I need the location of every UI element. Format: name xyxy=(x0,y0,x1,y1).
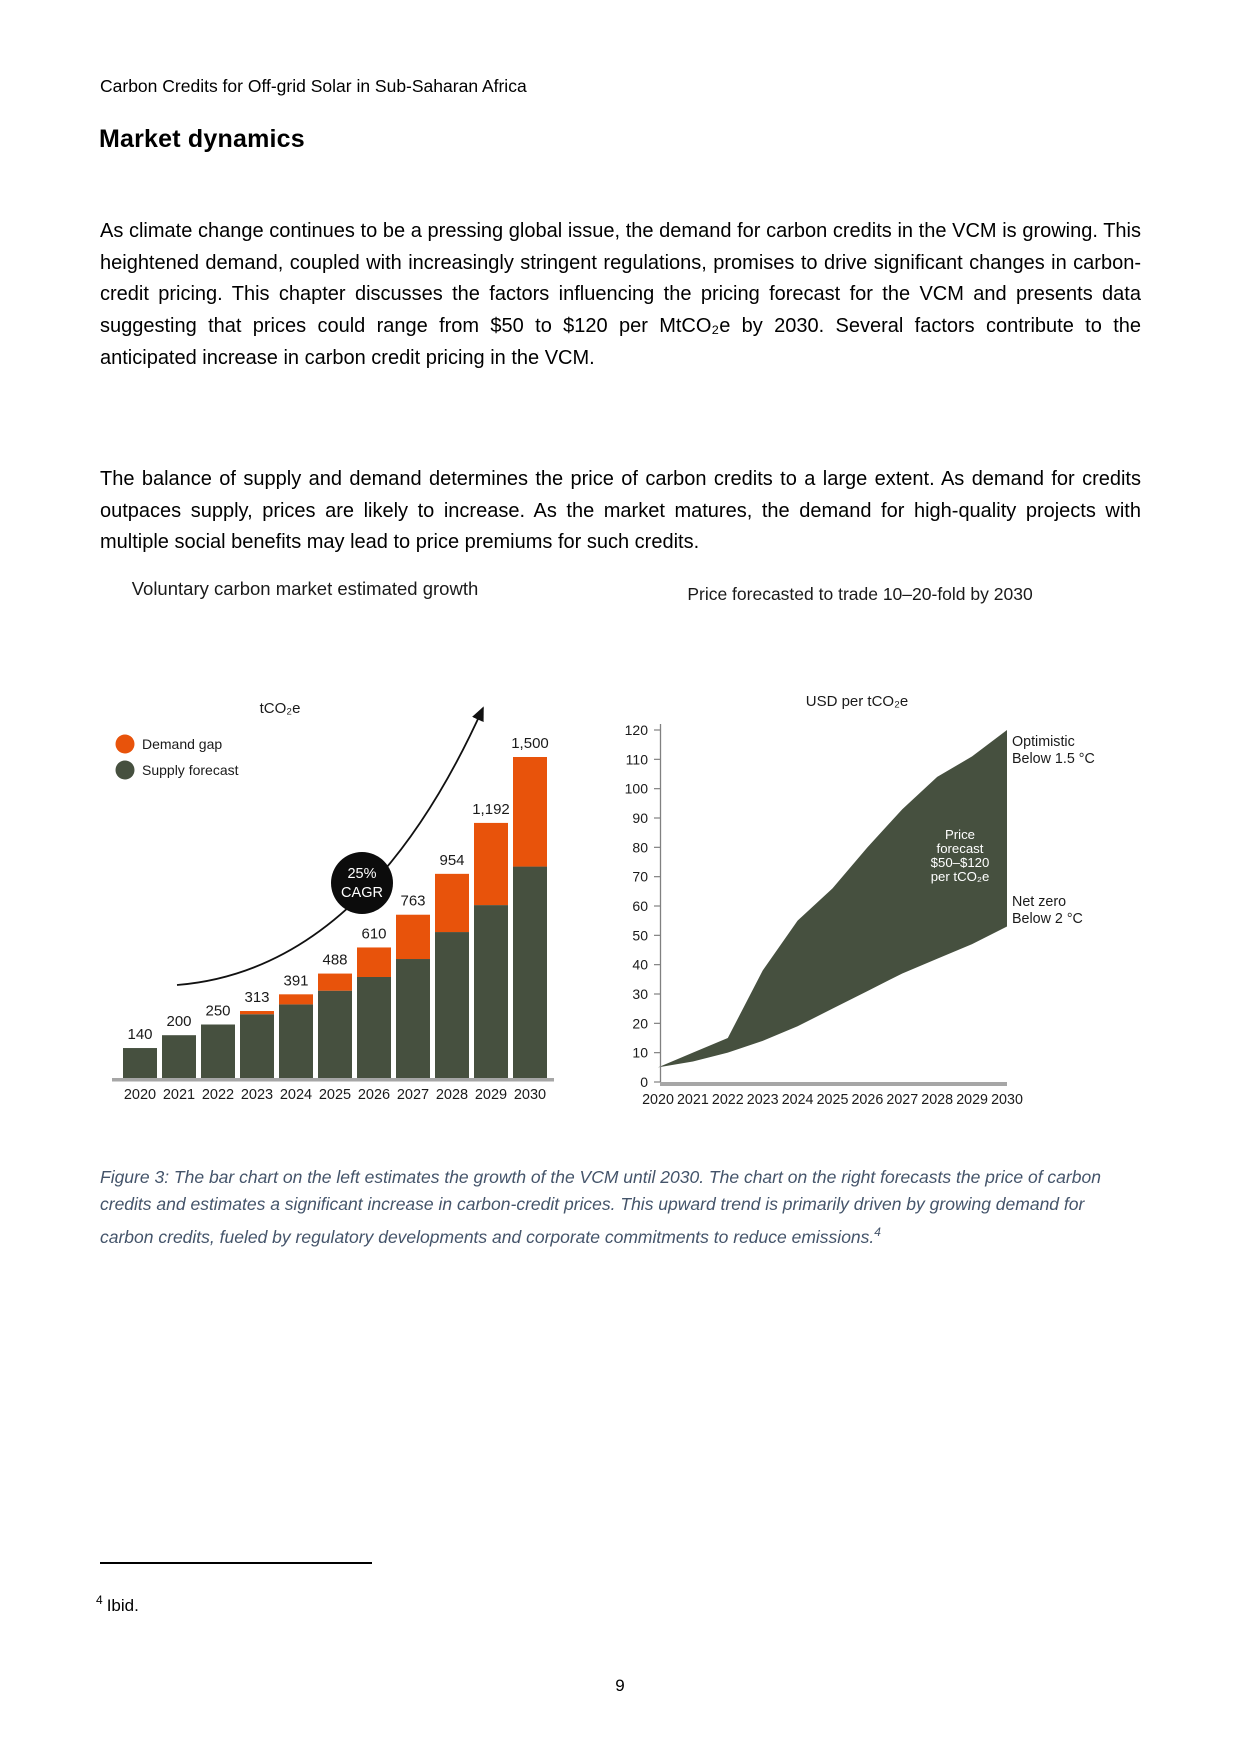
body-paragraph: The balance of supply and demand determines the price of carbon credits to a large extent. As demand for credits outpaces supply, prices are likely to increase. As the market matures, the demand for high-quality projects with multiple social benefits may lead to price premiums for such credits. xyxy=(100,468,1141,554)
bar-x-tick-label: 2024 xyxy=(279,1087,313,1103)
y-tick-label: 80 xyxy=(632,839,648,856)
bar-x-tick-label: 2023 xyxy=(240,1087,274,1103)
bar-total-label: 250 xyxy=(205,1002,231,1020)
bar-supply-segment xyxy=(435,932,469,1078)
area-x-tick-label: 2022 xyxy=(711,1092,744,1108)
body-paragraph: As climate change continues to be a pressing global issue, the demand for carbon credits in the VCM is growing. This heightened demand, coupled with increasingly stringent regulations, promises to drive significant changes in carbon-credit pricing. This chapter discusses the factors influencing the pricing forecast for the VCM and presents data suggesting that prices could range from $50 to $120 per MtCO₂e by 2030. Several factors contribute to the anticipated increase in carbon credit pricing in the VCM. xyxy=(100,220,1141,369)
bar-supply-segment xyxy=(474,905,508,1078)
area-x-tick-label: 2021 xyxy=(676,1092,709,1108)
bar-total-label: 1,192 xyxy=(472,800,510,818)
footnote-text: Ibid. xyxy=(106,1595,139,1615)
bar-supply-segment xyxy=(162,1035,196,1078)
y-tick-label: 40 xyxy=(632,956,648,973)
legend-dot-demand-gap xyxy=(116,735,135,754)
y-tick-label: 10 xyxy=(632,1044,648,1061)
figure-caption-text: Figure 3: The bar chart on the left estimates the growth of the VCM until 2030. The chart on the right forecasts the price of carbon credits and estimates a significant increase in carbon-credit prices. This upward trend is primarily driven by growing demand for carbon credits, fueled by regulatory developments and corporate commitments to reduce emissions. xyxy=(100,1166,1101,1247)
bar-x-tick-label: 2028 xyxy=(435,1087,469,1103)
bar-supply-segment xyxy=(123,1048,157,1078)
band-label-line1: Price xyxy=(944,827,976,842)
y-tick-label: 100 xyxy=(624,780,648,797)
y-tick-label: 60 xyxy=(632,898,648,914)
annotation-netzero-line2: Below 2 °C xyxy=(1012,911,1083,927)
bar-supply-segment xyxy=(201,1025,235,1079)
y-tick-label: 30 xyxy=(632,986,648,1002)
bar-total-label: 200 xyxy=(166,1013,192,1031)
bar-total-label: 610 xyxy=(361,925,387,943)
legend-dot-supply-forecast xyxy=(116,761,135,780)
annotation-optimistic-line1: Optimistic xyxy=(1012,734,1075,750)
y-tick-label: 120 xyxy=(624,722,648,738)
y-tick-label: 20 xyxy=(632,1015,648,1032)
bar-demand-segment xyxy=(357,947,391,977)
x-axis-line xyxy=(660,1082,1007,1086)
area-x-tick-label: 2030 xyxy=(991,1092,1023,1108)
bar-demand-segment xyxy=(435,874,469,932)
bar-x-tick-label: 2025 xyxy=(318,1087,352,1103)
area-unit-label: USD per tCO₂e xyxy=(805,693,909,710)
area-plot-area xyxy=(625,722,1023,1108)
bar-total-label: 954 xyxy=(439,851,465,869)
cagr-badge xyxy=(331,852,393,914)
area-x-tick-label: 2020 xyxy=(642,1092,674,1108)
annotation-netzero-line1: Net zero xyxy=(1012,894,1067,910)
area-chart-title: Price forecasted to trade 10–20-fold by 2030 xyxy=(687,584,1033,604)
bar-demand-segment xyxy=(474,823,508,905)
bar-x-tick-label: 2029 xyxy=(474,1087,508,1103)
bar-supply-segment xyxy=(396,959,430,1078)
annotation-optimistic-line2: Below 1.5 °C xyxy=(1012,751,1095,767)
bar-x-tick-label: 2027 xyxy=(396,1087,430,1103)
footnote-divider xyxy=(100,1562,372,1564)
bar-demand-segment xyxy=(240,1011,274,1014)
bar-x-tick-label: 2026 xyxy=(357,1087,391,1103)
bar-demand-segment xyxy=(279,994,313,1004)
area-x-tick-label: 2023 xyxy=(746,1092,779,1108)
bar-supply-segment xyxy=(279,1004,313,1078)
area-x-tick-label: 2025 xyxy=(816,1092,849,1108)
bar-x-tick-label: 2021 xyxy=(162,1087,196,1103)
bar-unit-label: tCO₂e xyxy=(259,700,301,717)
area-x-tick-label: 2029 xyxy=(956,1092,989,1108)
footnote-marker: 4 xyxy=(96,1593,103,1607)
band-label-line2: forecast xyxy=(936,841,984,856)
area-x-tick-label: 2027 xyxy=(886,1092,919,1108)
bar-x-tick-label: 2030 xyxy=(513,1087,547,1103)
price-forecast-band xyxy=(658,730,1007,1067)
area-chart xyxy=(575,640,1145,1110)
running-header: Carbon Credits for Off-grid Solar in Sub-Saharan Africa xyxy=(100,76,527,96)
legend-label-supply-forecast: Supply forecast xyxy=(142,762,239,778)
bar-total-label: 313 xyxy=(244,989,270,1007)
bar-plot-area xyxy=(112,735,554,1103)
bar-chart-title: Voluntary carbon market estimated growth xyxy=(131,578,479,599)
y-tick-label: 50 xyxy=(632,927,648,944)
bar-x-tick-label: 2020 xyxy=(123,1087,157,1103)
bar-demand-segment xyxy=(396,915,430,959)
cagr-badge-line2: CAGR xyxy=(341,885,383,901)
y-tick-label: 0 xyxy=(640,1074,648,1090)
page-number: 9 xyxy=(615,1676,625,1695)
y-tick-label: 70 xyxy=(632,868,648,885)
area-x-tick-label: 2026 xyxy=(851,1092,884,1108)
bar-total-label: 763 xyxy=(400,892,426,910)
y-tick-label: 110 xyxy=(625,751,648,768)
bar-axis-line xyxy=(112,1078,554,1082)
cagr-badge-line1: 25% xyxy=(347,866,377,882)
figure-caption xyxy=(100,1164,1141,1251)
bar-supply-segment xyxy=(357,977,391,1078)
figure-caption-footnote-ref: 4 xyxy=(874,1224,881,1239)
bar-total-label: 140 xyxy=(127,1026,153,1044)
area-x-tick-label: 2024 xyxy=(781,1092,814,1108)
bar-supply-segment xyxy=(318,991,352,1078)
bar-supply-segment xyxy=(240,1014,274,1078)
area-x-tick-label: 2028 xyxy=(921,1092,954,1108)
bar-demand-segment xyxy=(318,974,352,991)
legend-label-demand-gap: Demand gap xyxy=(142,736,223,752)
bar-demand-segment xyxy=(513,757,547,867)
page-title: Market dynamics xyxy=(99,125,305,153)
footnote xyxy=(96,1593,139,1616)
y-tick-label: 90 xyxy=(632,810,648,826)
bar-supply-segment xyxy=(513,867,547,1078)
bar-x-tick-label: 2022 xyxy=(201,1087,235,1103)
bar-total-label: 488 xyxy=(322,951,348,969)
bar-total-label: 391 xyxy=(283,972,309,990)
band-label-line4: per tCO₂e xyxy=(930,869,990,884)
bar-chart xyxy=(95,640,565,1110)
band-label-line3: $50–$120 xyxy=(930,855,990,870)
bar-total-label: 1,500 xyxy=(511,735,549,752)
